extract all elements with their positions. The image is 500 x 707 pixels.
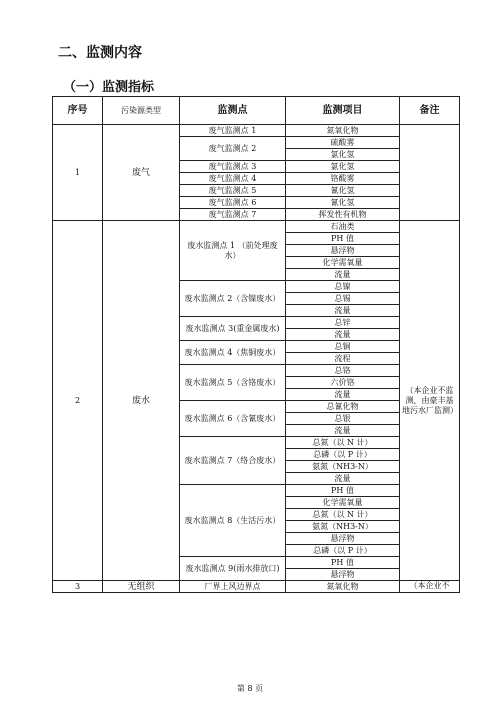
- table-header-row: [53, 97, 460, 125]
- monitoring-item: 石油类: [286, 221, 400, 233]
- monitoring-point: 废水监测点 2（含镍废水）: [180, 281, 286, 317]
- monitoring-item: 总氮（以 N 计）: [286, 509, 400, 521]
- header-source-type: 污染源类型: [103, 97, 180, 125]
- monitoring-point: 废水监测点 8（生活污水）: [180, 485, 286, 557]
- row-source-type: 废水: [103, 221, 180, 581]
- monitoring-item: 流量: [286, 473, 400, 485]
- header-monitoring-point: 监测点: [180, 97, 286, 125]
- row-remark: [400, 125, 460, 221]
- subsection-heading: （一）监测指标: [63, 80, 155, 95]
- monitoring-item: 悬浮物: [286, 569, 400, 581]
- monitoring-item: 总氮（以 N 计）: [286, 437, 400, 449]
- table-row: [53, 125, 460, 137]
- monitoring-item: 总铜: [286, 341, 400, 353]
- monitoring-item: 总银: [286, 413, 400, 425]
- monitoring-item: PH 值: [286, 557, 400, 569]
- monitoring-item: 流量: [286, 389, 400, 401]
- monitoring-item: 总磷（以 P 计）: [286, 545, 400, 557]
- monitoring-point: 废气监测点 6: [180, 197, 286, 209]
- monitoring-item: 氨氮（NH3-N）: [286, 461, 400, 473]
- page-number: 第 8 页: [236, 684, 264, 693]
- monitoring-point: 废水监测点 7（络合废水）: [180, 437, 286, 485]
- monitoring-item: PH 值: [286, 485, 400, 497]
- monitoring-item: 氰化氢: [286, 197, 400, 209]
- monitoring-point: 废水监测点 5（含铬废水）: [180, 365, 286, 401]
- monitoring-item: 氮氧化物: [286, 125, 400, 137]
- table-row: [53, 221, 460, 233]
- monitoring-item: 铬酸雾: [286, 173, 400, 185]
- monitoring-item: 总磷（以 P 计）: [286, 449, 400, 461]
- row-seq: 3: [53, 581, 103, 593]
- header-monitoring-item: 监测项目: [286, 97, 400, 125]
- table-body: [53, 125, 460, 593]
- monitoring-point: 废水监测点 6（含氰废水）: [180, 401, 286, 437]
- monitoring-point: 废气监测点 7: [180, 209, 286, 221]
- row-seq: 1: [53, 125, 103, 221]
- monitoring-item: 六价铬: [286, 377, 400, 389]
- monitoring-item: 总锌: [286, 317, 400, 329]
- monitoring-item: 悬浮物: [286, 245, 400, 257]
- monitoring-item: 氰化氢: [286, 185, 400, 197]
- monitoring-point: 废气监测点 5: [180, 185, 286, 197]
- monitoring-point: 废水监测点 4（焦铜废水）: [180, 341, 286, 365]
- row-remark: （本企业不: [400, 581, 460, 593]
- monitoring-point: 厂界上风边界点: [180, 581, 286, 593]
- monitoring-item: 氮氧化物: [286, 581, 400, 593]
- monitoring-item: 总镍: [286, 281, 400, 293]
- monitoring-item: 流量: [286, 269, 400, 281]
- monitoring-point: 废水监测点 3(重金属废水): [180, 317, 286, 341]
- header-seq: 序号: [53, 97, 103, 125]
- table-row: [53, 581, 460, 593]
- row-source-type: 废气: [103, 125, 180, 221]
- monitoring-item: 流程: [286, 353, 400, 365]
- monitoring-item: 氯化氢: [286, 161, 400, 173]
- monitoring-table: [52, 96, 460, 593]
- monitoring-point: 废水监测点 9(雨水排放口): [180, 557, 286, 581]
- monitoring-point: 废水监测点 1 （前处理废水）: [180, 221, 286, 281]
- row-source-type: 无组织: [103, 581, 180, 593]
- monitoring-item: 氨氮（NH3-N）: [286, 521, 400, 533]
- monitoring-item: 化学需氧量: [286, 257, 400, 269]
- monitoring-point: 废气监测点 2: [180, 137, 286, 161]
- monitoring-item: 挥发性有机物: [286, 209, 400, 221]
- monitoring-item: 化学需氧量: [286, 497, 400, 509]
- monitoring-item: 悬浮物: [286, 533, 400, 545]
- monitoring-point: 废气监测点 3: [180, 161, 286, 173]
- header-remark: 备注: [400, 97, 460, 125]
- monitoring-item: 流量: [286, 305, 400, 317]
- monitoring-point: 废气监测点 4: [180, 173, 286, 185]
- section-heading: 二、监测内容: [58, 45, 142, 61]
- monitoring-item: 氯化氢: [286, 149, 400, 161]
- monitoring-item: 总锡: [286, 293, 400, 305]
- monitoring-item: 流量: [286, 425, 400, 437]
- row-remark: （本企业不监测，由豪丰基地污水厂监测）: [400, 221, 460, 581]
- monitoring-item: 总铬: [286, 365, 400, 377]
- monitoring-item: 总氰化物: [286, 401, 400, 413]
- monitoring-item: 流量: [286, 329, 400, 341]
- monitoring-item: 硫酸雾: [286, 137, 400, 149]
- row-seq: 2: [53, 221, 103, 581]
- monitoring-item: PH 值: [286, 233, 400, 245]
- monitoring-point: 废气监测点 1: [180, 125, 286, 137]
